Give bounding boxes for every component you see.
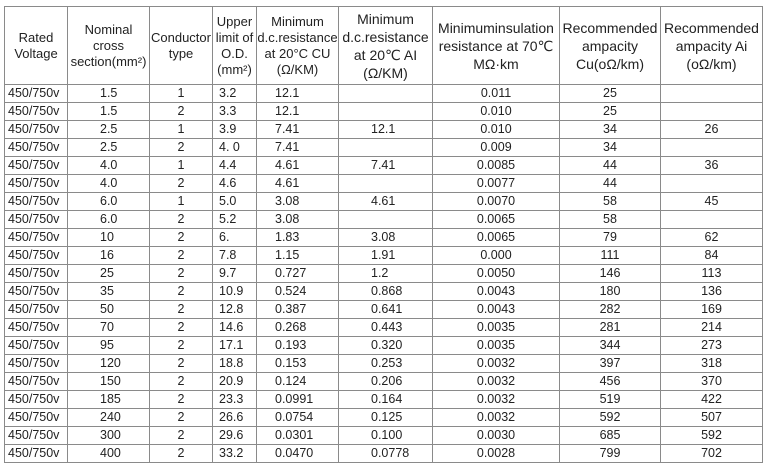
cell-rated-voltage: 450/750v (5, 121, 68, 139)
cell-insulation: 0.0032 (433, 355, 560, 373)
cell-res-ai: 3.08 (339, 229, 433, 247)
cell-od: 9.7 (213, 265, 257, 283)
cell-res-cu: 7.41 (257, 121, 339, 139)
cell-cross-section: 2.5 (68, 139, 150, 157)
cell-conductor-type: 2 (150, 373, 213, 391)
col-recommended-ampacity-ai: Recommended ampacity Ai (oΩ/km) (661, 7, 763, 85)
cell-cross-section: 6.0 (68, 193, 150, 211)
cell-od: 12.8 (213, 301, 257, 319)
cell-res-cu: 1.15 (257, 247, 339, 265)
cell-od: 26.6 (213, 409, 257, 427)
table-row (5, 283, 763, 301)
cell-conductor-type: 2 (150, 319, 213, 337)
cell-rated-voltage: 450/750v (5, 283, 68, 301)
cell-res-ai: 1.2 (339, 265, 433, 283)
cell-ampacity-cu: 34 (560, 139, 661, 157)
cell-res-ai: 0.206 (339, 373, 433, 391)
cell-ampacity-ai: 84 (661, 247, 763, 265)
cell-conductor-type: 2 (150, 175, 213, 193)
cell-ampacity-ai (661, 211, 763, 229)
cell-ampacity-ai: 507 (661, 409, 763, 427)
cell-insulation: 0.0070 (433, 193, 560, 211)
cell-ampacity-cu: 281 (560, 319, 661, 337)
cell-insulation: 0.0035 (433, 319, 560, 337)
table-row (5, 301, 763, 319)
table-row (5, 121, 763, 139)
cell-insulation: 0.0065 (433, 229, 560, 247)
cell-cross-section: 400 (68, 445, 150, 463)
table-body (5, 85, 763, 463)
table-row (5, 85, 763, 103)
cell-od: 3.2 (213, 85, 257, 103)
cell-od: 3.9 (213, 121, 257, 139)
cell-cross-section: 2.5 (68, 121, 150, 139)
cell-rated-voltage: 450/750v (5, 409, 68, 427)
cell-rated-voltage: 450/750v (5, 301, 68, 319)
cell-ampacity-cu: 799 (560, 445, 661, 463)
cell-ampacity-ai: 169 (661, 301, 763, 319)
cell-ampacity-cu: 25 (560, 85, 661, 103)
cell-res-cu: 0.124 (257, 373, 339, 391)
cell-res-cu: 0.193 (257, 337, 339, 355)
cell-res-ai: 0.100 (339, 427, 433, 445)
cell-rated-voltage: 450/750v (5, 391, 68, 409)
table-row (5, 391, 763, 409)
cell-rated-voltage: 450/750v (5, 337, 68, 355)
cell-res-cu: 0.0991 (257, 391, 339, 409)
cell-cross-section: 120 (68, 355, 150, 373)
col-min-insulation-resistance: Minimuminsulation resistance at 70℃ MΩ·km (433, 7, 560, 85)
cell-res-ai: 0.868 (339, 283, 433, 301)
cell-od: 4.4 (213, 157, 257, 175)
cell-conductor-type: 2 (150, 409, 213, 427)
cell-rated-voltage: 450/750v (5, 373, 68, 391)
col-nominal-cross-section: Nominal cross section(mm²) (68, 7, 150, 85)
cell-insulation: 0.0043 (433, 283, 560, 301)
col-recommended-ampacity-cu: Recommended ampacity Cu(oΩ/km) (560, 7, 661, 85)
table-row (5, 175, 763, 193)
cell-rated-voltage: 450/750v (5, 445, 68, 463)
cell-res-cu: 4.61 (257, 175, 339, 193)
col-min-dc-resistance-ai: Minimum d.c.resistance at 20℃ AI (Ω/KM) (339, 7, 433, 85)
cell-ampacity-cu: 44 (560, 157, 661, 175)
cell-res-cu: 3.08 (257, 193, 339, 211)
cell-ampacity-cu: 111 (560, 247, 661, 265)
cell-cross-section: 6.0 (68, 211, 150, 229)
cell-od: 18.8 (213, 355, 257, 373)
col-upper-limit-od: Upper limit of O.D. (mm²) (213, 7, 257, 85)
cell-insulation: 0.0030 (433, 427, 560, 445)
col-rated-voltage: Rated Voltage (5, 7, 68, 85)
cell-ampacity-ai: 422 (661, 391, 763, 409)
cell-conductor-type: 1 (150, 85, 213, 103)
cell-insulation: 0.0035 (433, 337, 560, 355)
cell-res-ai: 0.641 (339, 301, 433, 319)
table-row (5, 157, 763, 175)
cell-od: 23.3 (213, 391, 257, 409)
cell-insulation: 0.0032 (433, 409, 560, 427)
cell-rated-voltage: 450/750v (5, 211, 68, 229)
cell-res-ai (339, 139, 433, 157)
cell-od: 5.2 (213, 211, 257, 229)
cell-res-cu: 4.61 (257, 157, 339, 175)
cell-res-ai (339, 175, 433, 193)
table-row (5, 445, 763, 463)
cell-ampacity-cu: 34 (560, 121, 661, 139)
cell-ampacity-ai: 370 (661, 373, 763, 391)
cell-ampacity-ai: 273 (661, 337, 763, 355)
cell-ampacity-ai: 136 (661, 283, 763, 301)
cell-ampacity-cu: 592 (560, 409, 661, 427)
cell-ampacity-ai: 62 (661, 229, 763, 247)
cell-rated-voltage: 450/750v (5, 175, 68, 193)
cell-conductor-type: 2 (150, 301, 213, 319)
cell-ampacity-cu: 397 (560, 355, 661, 373)
cell-res-cu: 0.153 (257, 355, 339, 373)
cell-cross-section: 35 (68, 283, 150, 301)
cell-insulation: 0.0077 (433, 175, 560, 193)
cell-ampacity-cu: 79 (560, 229, 661, 247)
cell-res-ai: 0.443 (339, 319, 433, 337)
table-row (5, 211, 763, 229)
cell-rated-voltage: 450/750v (5, 319, 68, 337)
cell-insulation: 0.0028 (433, 445, 560, 463)
cell-conductor-type: 2 (150, 103, 213, 121)
cell-rated-voltage: 450/750v (5, 265, 68, 283)
cell-cross-section: 25 (68, 265, 150, 283)
cell-ampacity-ai: 26 (661, 121, 763, 139)
cell-rated-voltage: 450/750v (5, 157, 68, 175)
cell-ampacity-ai (661, 85, 763, 103)
cell-res-cu: 12.1 (257, 103, 339, 121)
table-row (5, 373, 763, 391)
cell-conductor-type: 1 (150, 193, 213, 211)
cell-cross-section: 240 (68, 409, 150, 427)
cell-conductor-type: 2 (150, 391, 213, 409)
cell-cross-section: 150 (68, 373, 150, 391)
cell-conductor-type: 2 (150, 229, 213, 247)
cell-res-ai: 7.41 (339, 157, 433, 175)
cell-ampacity-ai (661, 175, 763, 193)
cell-res-cu: 0.0470 (257, 445, 339, 463)
cell-od: 14.6 (213, 319, 257, 337)
cell-ampacity-ai (661, 103, 763, 121)
cell-ampacity-ai: 318 (661, 355, 763, 373)
cell-res-ai (339, 85, 433, 103)
cell-cross-section: 4.0 (68, 175, 150, 193)
col-min-dc-resistance-cu: Minimum d.c.resistance at 20°C CU (Ω/KM) (257, 7, 339, 85)
cell-conductor-type: 2 (150, 337, 213, 355)
cell-ampacity-ai (661, 139, 763, 157)
cell-conductor-type: 2 (150, 355, 213, 373)
table-row (5, 355, 763, 373)
cell-rated-voltage: 450/750v (5, 229, 68, 247)
cell-res-ai: 0.0778 (339, 445, 433, 463)
cell-insulation: 0.011 (433, 85, 560, 103)
cell-res-ai: 4.61 (339, 193, 433, 211)
cell-res-cu: 0.524 (257, 283, 339, 301)
cell-ampacity-ai: 113 (661, 265, 763, 283)
cell-rated-voltage: 450/750v (5, 139, 68, 157)
cell-ampacity-cu: 146 (560, 265, 661, 283)
cell-ampacity-ai: 702 (661, 445, 763, 463)
cell-ampacity-cu: 519 (560, 391, 661, 409)
cell-insulation: 0.010 (433, 103, 560, 121)
table-row (5, 247, 763, 265)
cell-res-cu: 3.08 (257, 211, 339, 229)
cell-insulation: 0.009 (433, 139, 560, 157)
cell-cross-section: 70 (68, 319, 150, 337)
cell-conductor-type: 2 (150, 265, 213, 283)
cell-cross-section: 1.5 (68, 103, 150, 121)
cell-cross-section: 185 (68, 391, 150, 409)
table-row (5, 337, 763, 355)
cell-res-ai (339, 103, 433, 121)
cell-od: 17.1 (213, 337, 257, 355)
cell-conductor-type: 1 (150, 157, 213, 175)
cell-conductor-type: 2 (150, 247, 213, 265)
cell-res-ai: 0.253 (339, 355, 433, 373)
cell-ampacity-cu: 456 (560, 373, 661, 391)
cell-res-ai: 0.164 (339, 391, 433, 409)
cable-spec-table (4, 6, 763, 463)
cell-cross-section: 1.5 (68, 85, 150, 103)
table-row (5, 193, 763, 211)
cell-ampacity-cu: 25 (560, 103, 661, 121)
col-conductor-type: Conductor type (150, 7, 213, 85)
cell-od: 10.9 (213, 283, 257, 301)
cell-conductor-type: 2 (150, 139, 213, 157)
cell-res-cu: 7.41 (257, 139, 339, 157)
cell-res-cu: 0.268 (257, 319, 339, 337)
cell-rated-voltage: 450/750v (5, 355, 68, 373)
cell-cross-section: 4.0 (68, 157, 150, 175)
cell-res-ai (339, 211, 433, 229)
cell-rated-voltage: 450/750v (5, 85, 68, 103)
cell-od: 20.9 (213, 373, 257, 391)
cell-cross-section: 50 (68, 301, 150, 319)
table-row (5, 409, 763, 427)
cell-res-ai: 0.125 (339, 409, 433, 427)
cell-od: 33.2 (213, 445, 257, 463)
cell-ampacity-cu: 685 (560, 427, 661, 445)
cell-rated-voltage: 450/750v (5, 103, 68, 121)
cell-conductor-type: 2 (150, 427, 213, 445)
cell-od: 7.8 (213, 247, 257, 265)
cell-conductor-type: 2 (150, 211, 213, 229)
cell-ampacity-cu: 58 (560, 193, 661, 211)
cell-insulation: 0.0032 (433, 373, 560, 391)
cell-ampacity-cu: 44 (560, 175, 661, 193)
cell-cross-section: 16 (68, 247, 150, 265)
cell-ampacity-cu: 58 (560, 211, 661, 229)
cell-insulation: 0.0043 (433, 301, 560, 319)
cell-rated-voltage: 450/750v (5, 247, 68, 265)
cell-res-cu: 1.83 (257, 229, 339, 247)
cell-cross-section: 300 (68, 427, 150, 445)
cell-res-ai: 0.320 (339, 337, 433, 355)
cell-ampacity-cu: 344 (560, 337, 661, 355)
cell-rated-voltage: 450/750v (5, 427, 68, 445)
cell-res-ai: 1.91 (339, 247, 433, 265)
cell-res-cu: 0.387 (257, 301, 339, 319)
cell-od: 4. 0 (213, 139, 257, 157)
cell-ampacity-ai: 36 (661, 157, 763, 175)
cell-conductor-type: 2 (150, 283, 213, 301)
cell-res-cu: 0.0301 (257, 427, 339, 445)
cell-od: 4.6 (213, 175, 257, 193)
cell-insulation: 0.0085 (433, 157, 560, 175)
cell-insulation: 0.000 (433, 247, 560, 265)
cell-od: 6. (213, 229, 257, 247)
cell-insulation: 0.0065 (433, 211, 560, 229)
cell-conductor-type: 2 (150, 445, 213, 463)
cell-res-cu: 0.727 (257, 265, 339, 283)
cell-rated-voltage: 450/750v (5, 193, 68, 211)
cell-res-ai: 12.1 (339, 121, 433, 139)
cell-cross-section: 95 (68, 337, 150, 355)
cell-cross-section: 10 (68, 229, 150, 247)
cell-res-cu: 0.0754 (257, 409, 339, 427)
cell-ampacity-ai: 214 (661, 319, 763, 337)
cell-od: 29.6 (213, 427, 257, 445)
table-row (5, 229, 763, 247)
cell-ampacity-cu: 180 (560, 283, 661, 301)
table-row (5, 139, 763, 157)
cell-res-cu: 12.1 (257, 85, 339, 103)
table-row (5, 103, 763, 121)
cell-ampacity-ai: 592 (661, 427, 763, 445)
cell-ampacity-cu: 282 (560, 301, 661, 319)
header-row (5, 7, 763, 85)
cell-ampacity-ai: 45 (661, 193, 763, 211)
table-row (5, 265, 763, 283)
cell-od: 5.0 (213, 193, 257, 211)
cell-od: 3.3 (213, 103, 257, 121)
cell-insulation: 0.010 (433, 121, 560, 139)
table-row (5, 319, 763, 337)
cell-conductor-type: 1 (150, 121, 213, 139)
cell-insulation: 0.0032 (433, 391, 560, 409)
cell-insulation: 0.0050 (433, 265, 560, 283)
table-row (5, 427, 763, 445)
